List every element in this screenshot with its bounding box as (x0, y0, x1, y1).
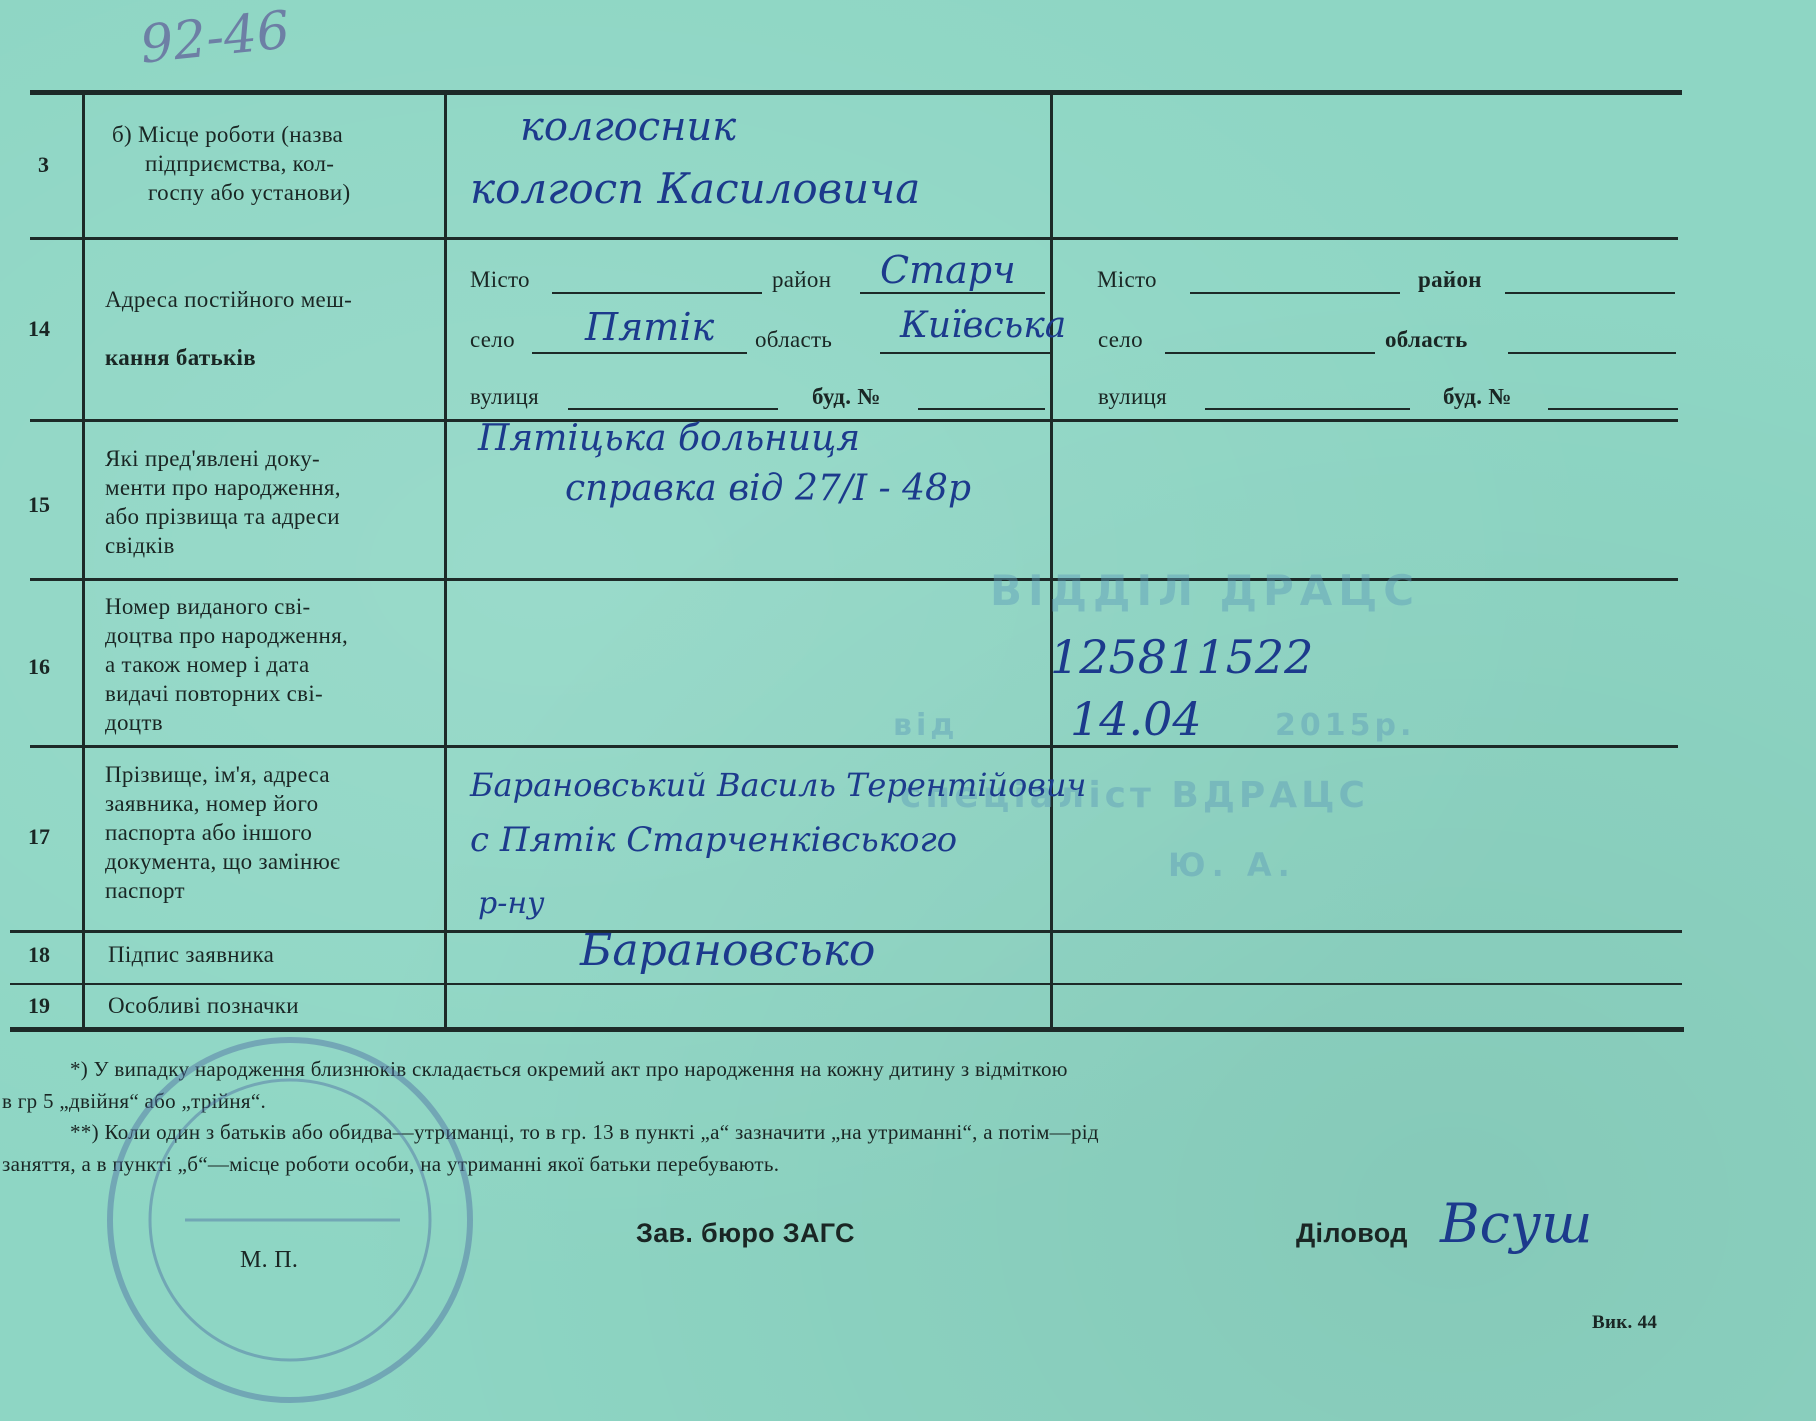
district-label: район (1418, 267, 1482, 292)
village-blank (532, 352, 747, 354)
footnote-line: заняття, а в пункті „б“—місце роботи особи, на утриманні якої батьки перебувають. (2, 1152, 780, 1176)
label-line: кання батьків (105, 345, 256, 370)
label-line: госпу або установи) (148, 180, 351, 205)
row-divider (30, 745, 1678, 748)
row-divider (30, 578, 1678, 581)
label-line: Які пред'явлені доку- (105, 446, 320, 471)
row-number: 17 (28, 824, 50, 849)
region-label: область (755, 327, 833, 352)
label-line: Прізвище, ім'я, адреса (105, 762, 330, 787)
handwritten-certificate: справка від 27/I - 48р (565, 468, 972, 509)
handwritten-district: Старч (880, 248, 1016, 292)
handwritten-applicant-district: р-ну (478, 886, 545, 921)
district-label: район (772, 267, 832, 292)
city-blank (552, 292, 762, 294)
house-blank (918, 408, 1045, 410)
house-label: буд. № (1443, 384, 1512, 409)
stamp-line: від (893, 708, 959, 743)
clerk-signature: Всуш (1440, 1192, 1593, 1255)
label-line: видачі повторних сві- (105, 681, 323, 706)
label-line: а також номер і дата (105, 652, 310, 677)
registry-head-label: Зав. бюро ЗАГС (636, 1218, 855, 1248)
handwritten-cert-date: 14.04 (1070, 692, 1202, 746)
row19-label: Особливі позначки (108, 993, 299, 1018)
row18-label: Підпис заявника (108, 942, 275, 967)
page-mark: 92-46 (137, 0, 293, 76)
village-blank (1165, 352, 1375, 354)
label-line: документа, що замінює (105, 849, 341, 874)
district-blank (1505, 292, 1675, 294)
house-label: буд. № (812, 384, 881, 409)
seal-graphic (100, 1030, 480, 1410)
footnote-line: в гр 5 „двійня“ або „трійня“. (2, 1089, 266, 1113)
stamp-line: спеціаліст ВДРАЦС (900, 775, 1369, 816)
street-blank (568, 408, 778, 410)
district-blank (860, 292, 1045, 294)
label-line: Номер виданого сві- (105, 594, 311, 619)
column-divider (82, 95, 85, 1027)
mp-label: М. П. (240, 1247, 299, 1273)
label-line: заявника, номер його (105, 791, 319, 816)
region-blank (880, 352, 1050, 354)
row-number: 15 (28, 492, 50, 517)
applicant-signature: Барановсько (580, 925, 876, 976)
row-divider (30, 237, 1678, 240)
village-label: село (470, 327, 515, 352)
handwritten-documents: Пятіцька больниця (478, 418, 861, 459)
street-blank (1205, 408, 1410, 410)
form-number: Вик. 44 (1592, 1312, 1658, 1333)
city-label: Місто (1097, 267, 1157, 292)
stamp-line: 2015р. (1275, 708, 1416, 743)
clerk-label: Діловод (1296, 1218, 1408, 1248)
label-line: або прізвища та адреси (105, 504, 340, 529)
label-line: Адреса постійного меш- (105, 287, 353, 312)
row-divider (10, 983, 1682, 985)
row-number: 18 (28, 942, 50, 967)
handwritten-workplace: колгосп Касиловича (470, 164, 921, 213)
row-number: 16 (28, 654, 50, 679)
handwritten-occupation: колгосник (520, 104, 737, 150)
top-rule (30, 90, 1682, 95)
street-label: вулиця (470, 384, 540, 409)
label-line: паспорта або іншого (105, 820, 313, 845)
region-blank (1508, 352, 1676, 354)
label-line: підприємства, кол- (145, 151, 335, 176)
handwritten-region: Київська (900, 305, 1067, 346)
label-line: доцтва про народження, (105, 623, 349, 648)
street-label: вулиця (1098, 384, 1168, 409)
city-label: Місто (470, 267, 530, 292)
handwritten-applicant-name: Барановський Василь Терентійович (470, 766, 1087, 804)
label-line: б) Місце роботи (назва (112, 122, 344, 147)
round-seal (100, 1030, 480, 1410)
footnote-line: **) Коли один з батьків або обидва—утриманці, то в гр. 13 в пункті „а“ зазначити „на утриманні“, а потім—рід (70, 1120, 1099, 1144)
stamp-line: ВІДДІЛ ДРАЦС (990, 566, 1421, 615)
label-line: свідків (105, 533, 175, 558)
column-divider (1050, 95, 1053, 1027)
label-line: менти про народження, (105, 475, 341, 500)
handwritten-applicant-address: с Пятік Старченківського (470, 820, 958, 860)
village-label: село (1098, 327, 1143, 352)
row-number: 14 (28, 316, 50, 341)
row-number: 19 (28, 993, 50, 1018)
region-label: область (1385, 327, 1468, 352)
label-line: паспорт (105, 878, 185, 903)
stamp-line: Ю. А. (1168, 846, 1296, 884)
column-divider (444, 95, 447, 1027)
handwritten-cert-number: 125811522 (1050, 630, 1314, 684)
label-line: доцтв (105, 710, 163, 735)
house-blank (1548, 408, 1678, 410)
handwritten-village: Пятік (585, 305, 715, 349)
row-number: 3 (38, 152, 49, 177)
city-blank (1190, 292, 1400, 294)
footnote-line: *) У випадку народження близнюків складається окремий акт про народження на кожну дитину з відміткою (70, 1057, 1068, 1081)
